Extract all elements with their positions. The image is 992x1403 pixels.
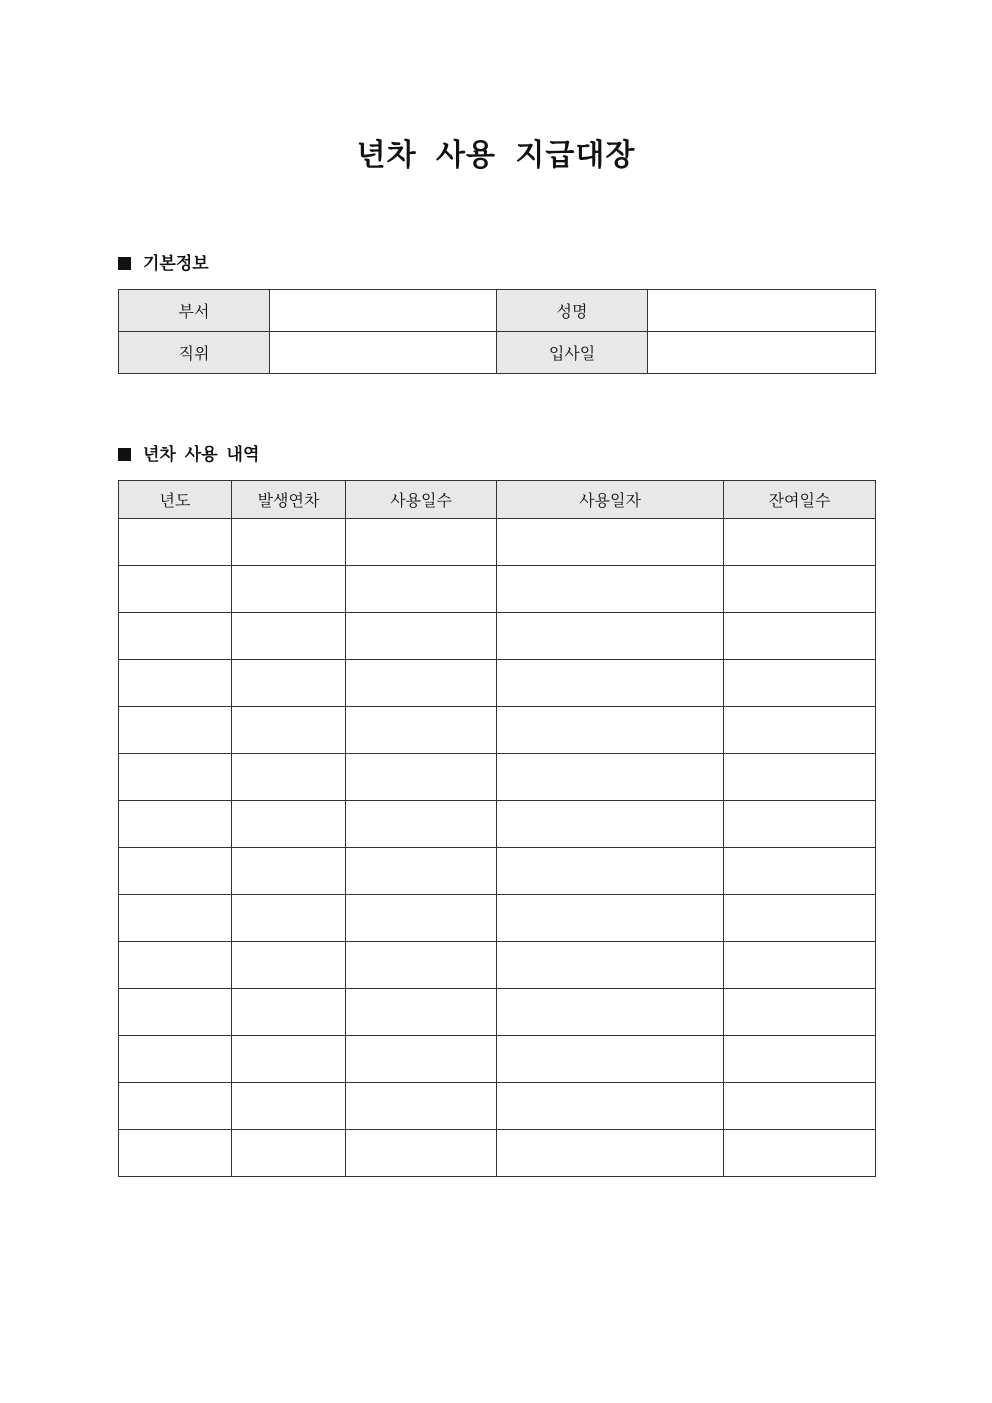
cell-year[interactable] xyxy=(119,848,232,895)
table-row xyxy=(119,566,876,613)
cell-accrued-leave[interactable] xyxy=(232,754,346,801)
cell-usage-dates[interactable] xyxy=(497,1083,724,1130)
cell-year[interactable] xyxy=(119,707,232,754)
cell-usage-dates[interactable] xyxy=(497,848,724,895)
table-row xyxy=(119,942,876,989)
column-header-year: 년도 xyxy=(119,481,232,519)
cell-days-used[interactable] xyxy=(346,1130,497,1177)
department-label: 부서 xyxy=(119,290,270,332)
cell-remaining-days[interactable] xyxy=(724,801,876,848)
cell-year[interactable] xyxy=(119,754,232,801)
table-row xyxy=(119,848,876,895)
cell-days-used[interactable] xyxy=(346,848,497,895)
cell-usage-dates[interactable] xyxy=(497,895,724,942)
table-row xyxy=(119,1036,876,1083)
cell-usage-dates[interactable] xyxy=(497,754,724,801)
usage-header-row xyxy=(119,481,876,519)
table-row xyxy=(119,895,876,942)
cell-year[interactable] xyxy=(119,660,232,707)
cell-year[interactable] xyxy=(119,801,232,848)
cell-days-used[interactable] xyxy=(346,566,497,613)
square-bullet-icon xyxy=(118,257,131,270)
cell-days-used[interactable] xyxy=(346,707,497,754)
basic-info-table xyxy=(118,289,876,374)
cell-year[interactable] xyxy=(119,1130,232,1177)
cell-accrued-leave[interactable] xyxy=(232,1130,346,1177)
cell-accrued-leave[interactable] xyxy=(232,801,346,848)
cell-usage-dates[interactable] xyxy=(497,566,724,613)
cell-usage-dates[interactable] xyxy=(497,660,724,707)
cell-year[interactable] xyxy=(119,1083,232,1130)
cell-accrued-leave[interactable] xyxy=(232,895,346,942)
department-value[interactable] xyxy=(270,290,497,332)
cell-usage-dates[interactable] xyxy=(497,801,724,848)
basic-info-row xyxy=(119,332,876,374)
cell-accrued-leave[interactable] xyxy=(232,660,346,707)
cell-accrued-leave[interactable] xyxy=(232,848,346,895)
cell-days-used[interactable] xyxy=(346,754,497,801)
square-bullet-icon xyxy=(118,448,131,461)
table-row xyxy=(119,660,876,707)
cell-year[interactable] xyxy=(119,1036,232,1083)
cell-days-used[interactable] xyxy=(346,660,497,707)
cell-usage-dates[interactable] xyxy=(497,1036,724,1083)
cell-remaining-days[interactable] xyxy=(724,848,876,895)
table-row xyxy=(119,989,876,1036)
position-label: 직위 xyxy=(119,332,270,374)
column-header-accrued-leave: 발생연차 xyxy=(232,481,346,519)
cell-usage-dates[interactable] xyxy=(497,942,724,989)
cell-days-used[interactable] xyxy=(346,613,497,660)
cell-year[interactable] xyxy=(119,989,232,1036)
cell-days-used[interactable] xyxy=(346,1083,497,1130)
cell-usage-dates[interactable] xyxy=(497,707,724,754)
cell-remaining-days[interactable] xyxy=(724,660,876,707)
table-row xyxy=(119,519,876,566)
basic-info-heading xyxy=(118,252,209,276)
usage-history-heading xyxy=(118,443,259,467)
cell-year[interactable] xyxy=(119,566,232,613)
cell-remaining-days[interactable] xyxy=(724,1130,876,1177)
usage-history-table xyxy=(118,480,876,1177)
cell-accrued-leave[interactable] xyxy=(232,519,346,566)
cell-usage-dates[interactable] xyxy=(497,519,724,566)
table-row xyxy=(119,1083,876,1130)
cell-remaining-days[interactable] xyxy=(724,566,876,613)
name-value[interactable] xyxy=(648,290,876,332)
cell-days-used[interactable] xyxy=(346,1036,497,1083)
page-title: 년차 사용 지급대장 xyxy=(356,138,636,173)
table-row xyxy=(119,1130,876,1177)
cell-remaining-days[interactable] xyxy=(724,613,876,660)
usage-history-heading-text: 년차 사용 내역 xyxy=(143,445,260,465)
cell-accrued-leave[interactable] xyxy=(232,1036,346,1083)
cell-remaining-days[interactable] xyxy=(724,1036,876,1083)
table-row xyxy=(119,801,876,848)
cell-days-used[interactable] xyxy=(346,519,497,566)
usage-table-body xyxy=(119,519,876,1177)
cell-usage-dates[interactable] xyxy=(497,989,724,1036)
cell-accrued-leave[interactable] xyxy=(232,613,346,660)
cell-remaining-days[interactable] xyxy=(724,707,876,754)
basic-info-row xyxy=(119,290,876,332)
cell-accrued-leave[interactable] xyxy=(232,1083,346,1130)
column-header-usage-dates: 사용일자 xyxy=(497,481,724,519)
table-row xyxy=(119,613,876,660)
table-row xyxy=(119,707,876,754)
column-header-days-used: 사용일수 xyxy=(346,481,497,519)
cell-remaining-days[interactable] xyxy=(724,989,876,1036)
column-header-remaining-days: 잔여일수 xyxy=(724,481,876,519)
cell-accrued-leave[interactable] xyxy=(232,989,346,1036)
cell-days-used[interactable] xyxy=(346,942,497,989)
cell-remaining-days[interactable] xyxy=(724,1083,876,1130)
hire-date-label: 입사일 xyxy=(497,332,648,374)
position-value[interactable] xyxy=(270,332,497,374)
cell-usage-dates[interactable] xyxy=(497,1130,724,1177)
cell-days-used[interactable] xyxy=(346,895,497,942)
cell-days-used[interactable] xyxy=(346,989,497,1036)
table-row xyxy=(119,754,876,801)
cell-remaining-days[interactable] xyxy=(724,895,876,942)
cell-remaining-days[interactable] xyxy=(724,519,876,566)
cell-year[interactable] xyxy=(119,519,232,566)
hire-date-value[interactable] xyxy=(648,332,876,374)
cell-usage-dates[interactable] xyxy=(497,613,724,660)
cell-year[interactable] xyxy=(119,895,232,942)
cell-year[interactable] xyxy=(119,613,232,660)
cell-year[interactable] xyxy=(119,942,232,989)
cell-remaining-days[interactable] xyxy=(724,754,876,801)
cell-accrued-leave[interactable] xyxy=(232,942,346,989)
cell-accrued-leave[interactable] xyxy=(232,707,346,754)
name-label: 성명 xyxy=(497,290,648,332)
cell-remaining-days[interactable] xyxy=(724,942,876,989)
cell-accrued-leave[interactable] xyxy=(232,566,346,613)
basic-info-heading-text: 기본정보 xyxy=(143,254,209,274)
cell-days-used[interactable] xyxy=(346,801,497,848)
